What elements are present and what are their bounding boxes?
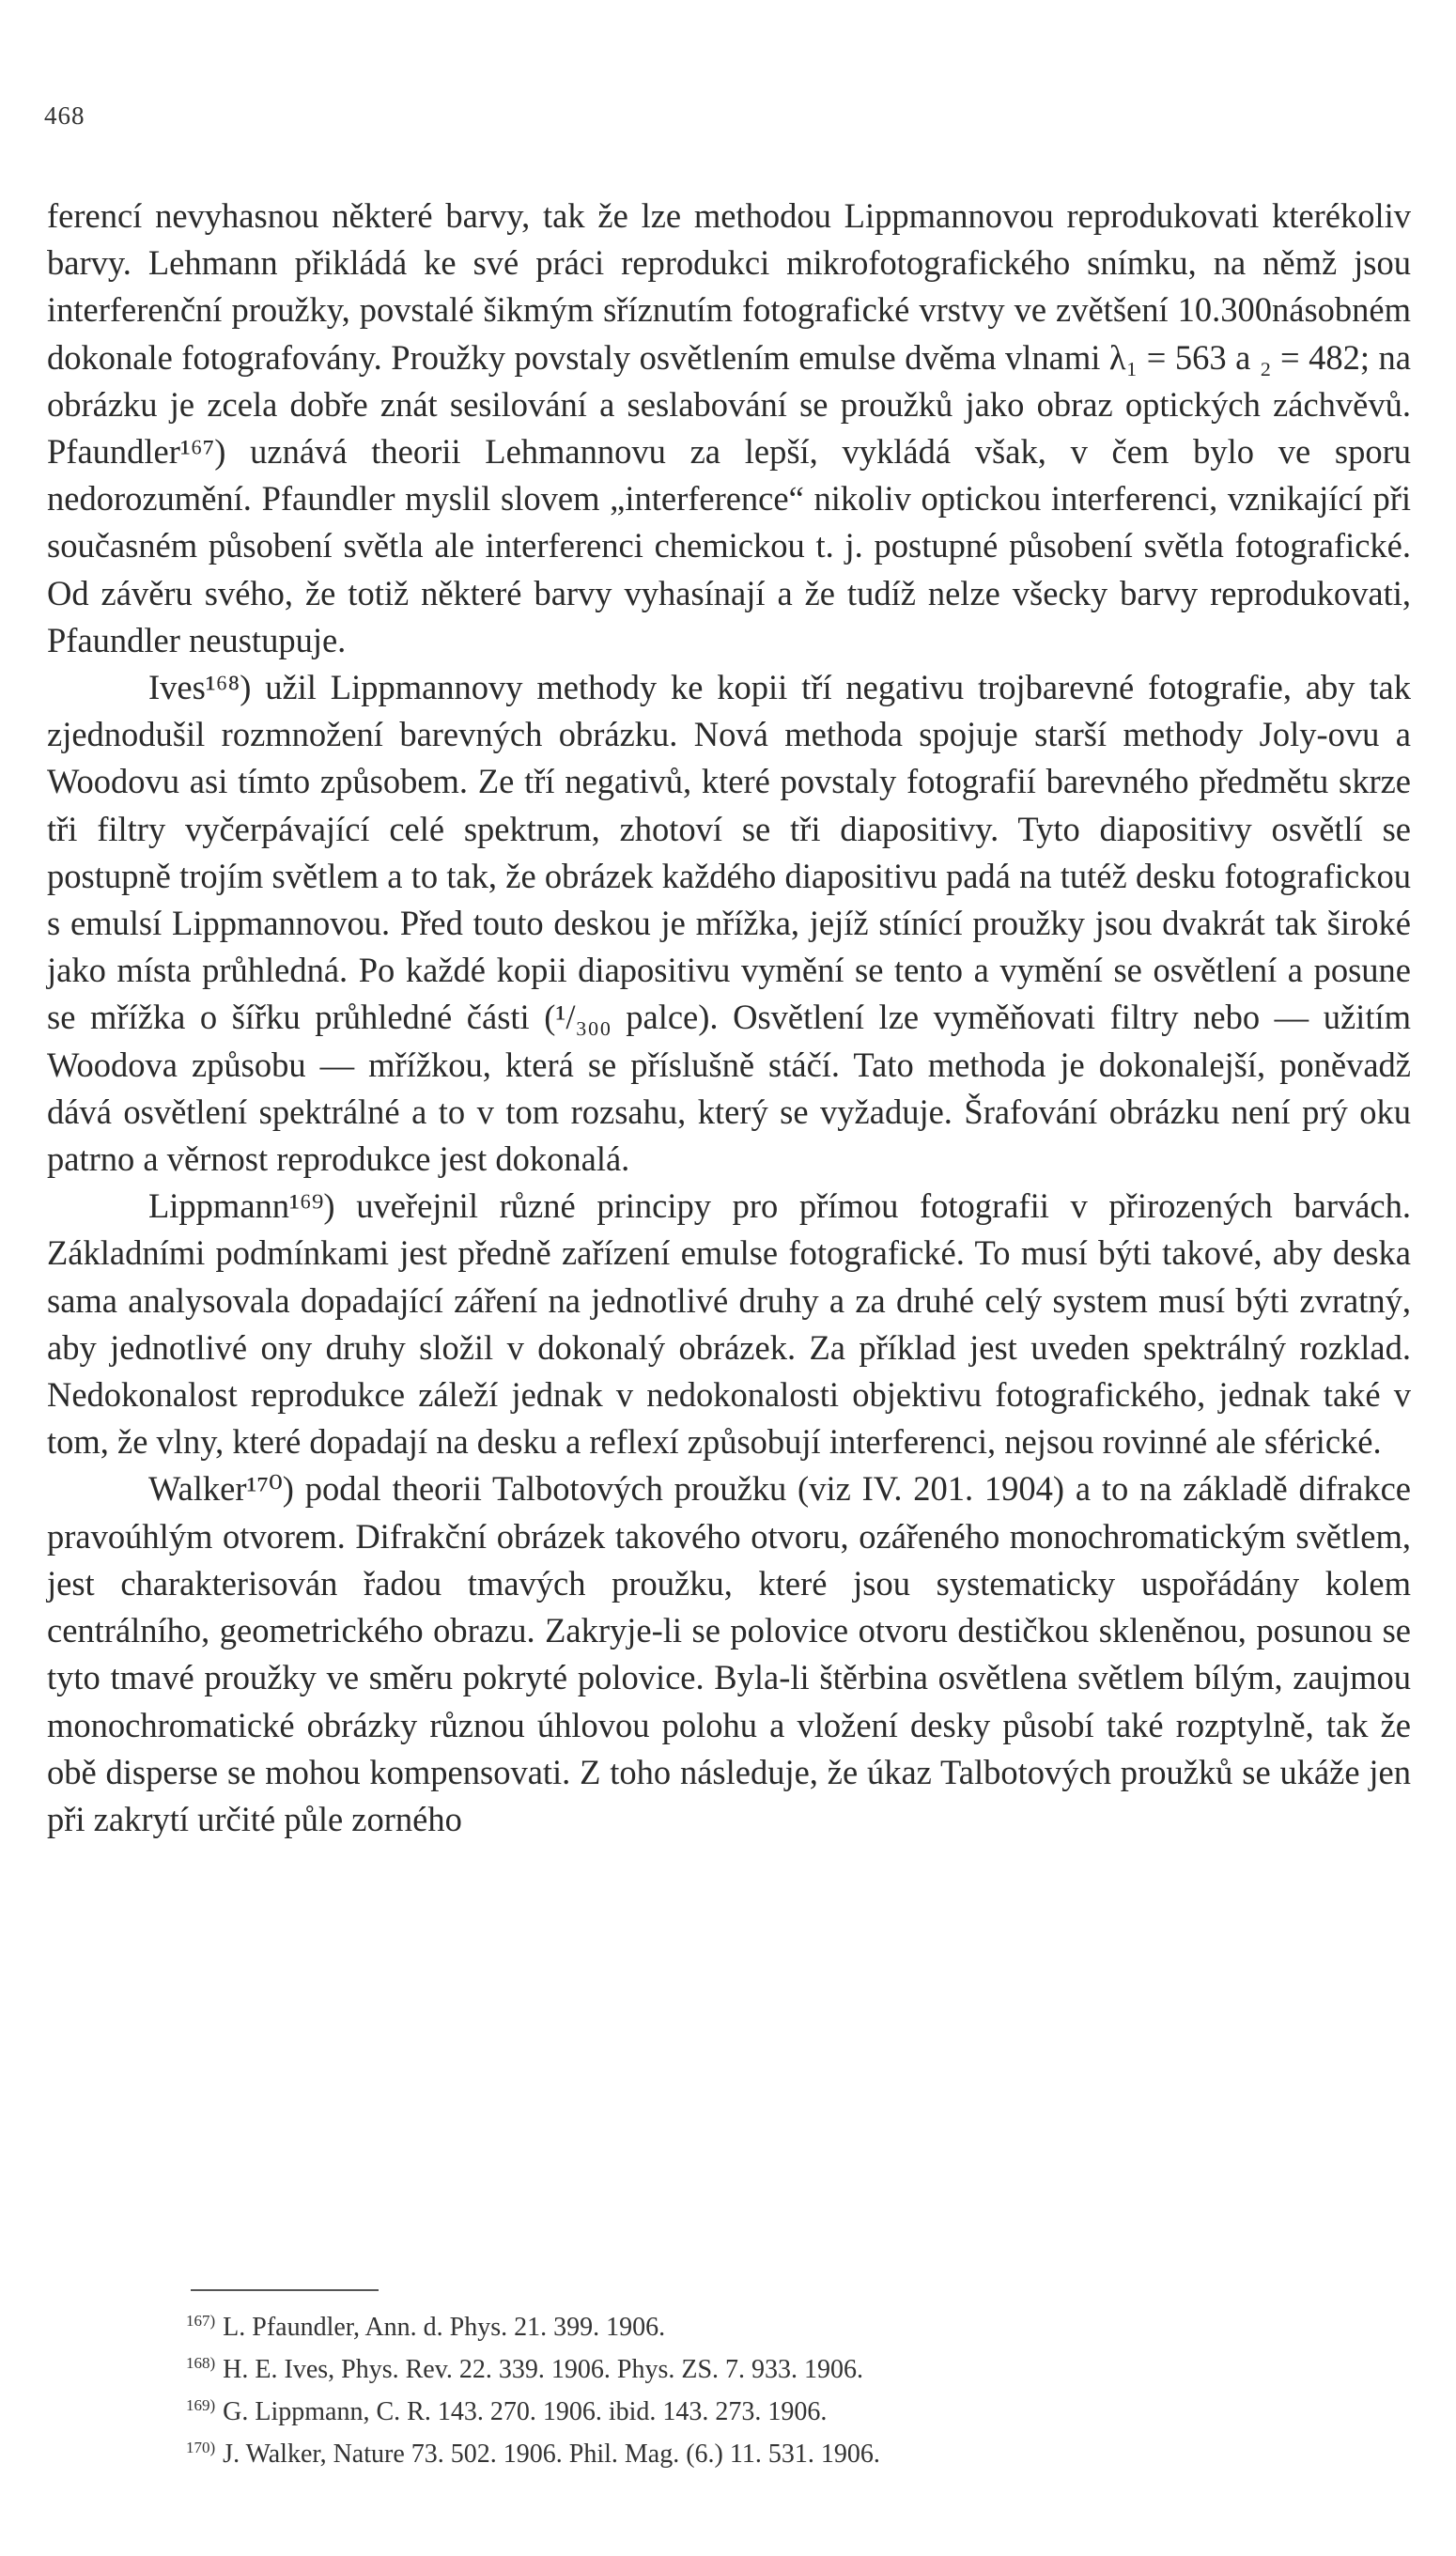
body-text (47, 193, 1411, 1843)
footnote-mark: 168) (186, 2354, 216, 2372)
paragraph-2: Ives¹⁶⁸) užil Lippmannovy methody ke kopii tří negativu trojbarevné fotografie, aby tak zjednodušil rozmnožení barevných obrázku. Nová methoda spojuje starší methody Joly-ovu a Woodovu asi tímto způsobem. Ze tří negativů, které povstaly fotografií barevného předmětu skrze tři filtry vyčerpávající celé spektrum, zhotoví se tři diapositivy. Tyto diapositivy osvětlí se postupně trojím světlem a to tak, že obrázek každého diapositivu padá na tutéž desku fotografickou s emulsí Lippmannovou. Před touto deskou je mřížka, jejíž stínící proužky jsou dvakrát tak široké jako místa průhledná. Po každé kopii diapositivu vymění se tento a vymění se osvětlení a posune se mřížka o šířku průhledné části (¹/₃₀₀ palce). Osvětlení lze vyměňovati filtry nebo — užitím Woodova způsobu — mřížkou, která se příslušně stáčí. Tato methoda je dokonalejší, poněvadž dává osvětlení spektrálné a to v tom rozsahu, který se vyžaduje. Šrafování obrázku není prý oku patrno a věrnost reprodukce jest dokonalá. (47, 668, 1411, 1179)
footnote-text: G. Lippmann, C. R. 143. 270. 1906. ibid. 143. 273. 1906. (223, 2397, 828, 2426)
footnote-mark: 169) (186, 2396, 216, 2414)
paragraph-3: Lippmann¹⁶⁹) uveřejnil různé principy pro přímou fotografii v přirozených barvách. Základními podmínkami jest předně zařízení emulse fotografické. To musí býti takové, aby deska sama analysovala dopadající záření na jednotlivé druhy a za druhé celý system musí býti zvratný, aby jednotlivé ony druhy složil v dokonalý obrázek. Za příklad jest uveden spektrálný rozklad. Nedokonalost reprodukce záleží jednak v nedokonalosti objektivu fotografického, jednak také v tom, že vlny, které dopadají na desku a reflexí způsobují interferenci, nejsou rovinné ale sférické. (47, 1186, 1411, 1462)
footnotes (186, 2306, 1407, 2475)
footnote-168 (186, 2348, 1407, 2391)
footnote-169 (186, 2391, 1407, 2433)
paragraph-4: Walker¹⁷⁰) podal theorii Talbotových proužku (viz IV. 201. 1904) a to na základě difrakce pravoúhlým otvorem. Difrakční obrázek takového otvoru, ozářeného monochromatickým světlem, jest charakterisován řadou tmavých proužku, které jsou systematicky uspořádány kolem centrálního, geometrického obrazu. Zakryje-li se polovice otvoru destičkou skleněnou, posunou se tyto tmavé proužky ve směru pokryté polovice. Byla-li štěrbina osvětlena světlem bílým, zaujmou monochromatické obrázky různou úhlovou polohu a vložení desky působí také rozptylně, tak že obě disperse se mohou kompensovati. Z toho následuje, že úkaz Talbotových proužků se ukáže jen při zakrytí určité půle zorného (47, 1469, 1411, 1838)
footnote-text: H. E. Ives, Phys. Rev. 22. 339. 1906. Phys. ZS. 7. 933. 1906. (223, 2355, 864, 2384)
page-number: 468 (44, 101, 85, 130)
footnote-170 (186, 2433, 1407, 2475)
footnote-divider (191, 2289, 379, 2291)
footnote-text: J. Walker, Nature 73. 502. 1906. Phil. Mag. (6.) 11. 531. 1906. (223, 2440, 880, 2469)
footnote-text: L. Pfaundler, Ann. d. Phys. 21. 399. 1906. (223, 2313, 666, 2342)
footnote-mark: 170) (186, 2439, 216, 2456)
footnote-167 (186, 2306, 1407, 2348)
footnote-mark: 167) (186, 2312, 216, 2330)
paragraph-1: ferencí nevyhasnou některé barvy, tak že lze methodou Lippmannovou reprodukovati kterékoliv barvy. Lehmann přikládá ke své práci reprodukci mikrofotografického snímku, na němž jsou interferenční proužky, povstalé šikmým sříznutím fotografické vrstvy ve zvětšení 10.300násobném dokonale fotografovány. Proužky povstaly osvětlením emulse dvěma vlnami λ₁ = 563 a ₂ = 482; na obrázku je zcela dobře znát sesilování a seslabování se proužků jako obraz optických záchvěvů. Pfaundler¹⁶⁷) uznává theorii Lehmannovu za lepší, vykládá však, v čem bylo ve sporu nedorozumění. Pfaundler myslil slovem „interference“ nikoliv optickou interferenci, vznikající při současném působení světla ale interferenci chemickou t. j. postupné působení světla fotografické. Od závěru svého, že totiž některé barvy vyhasínají a že tudíž nelze všecky barvy reprodukovati, Pfaundler neustupuje. (47, 196, 1411, 659)
